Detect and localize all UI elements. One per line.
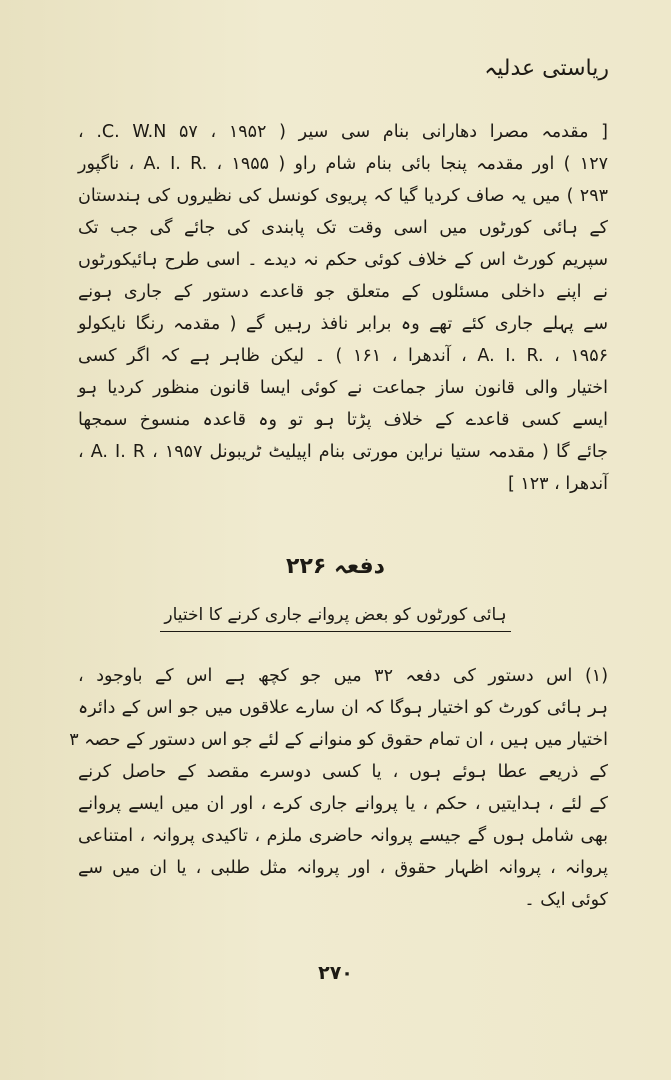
- clause-paragraph: [69, 660, 609, 916]
- text-line: کے ہائی کورٹوں میں اسی وقت تک پابندی کی جائے گی جب تک: [78, 218, 608, 238]
- text-line: جائے گا ( مقدمہ ستیا نراین مورتی بنام اپیلیٹ ٹریبونل A. I. R ، ۱۹۵۷ ،: [78, 442, 608, 462]
- text-line: ہر ہائی کورٹ کو اختیار ہوگا کہ ان سارے علاقوں میں جو اس کے دائرہ: [78, 698, 608, 718]
- case-citations-paragraph: [78, 116, 608, 500]
- text-line: کوئی ایک ۔: [524, 890, 608, 910]
- section-heading: [0, 554, 671, 579]
- text-line: کے ذریعے عطا ہوئے ہوں ، یا کسی دوسرے مقصد کے حاصل کرنے: [78, 762, 608, 782]
- text-line: ایسے کسی قاعدے کے خلاف پڑتا ہو تو وہ قاعدہ منسوخ سمجھا: [78, 410, 608, 430]
- text-line: [ مقدمہ مصرا دھارانی بنام سی سیر ( ۱۹۵۲ ، ۵۷ C. W.N. ،: [78, 122, 608, 142]
- text-line: A. I. R. ، ۱۹۵۶ ، آندھرا ، ۱۶۱ ) ۔ لیکن ظاہر ہے کہ اگر کسی: [78, 346, 609, 366]
- section-subtitle-text: ہائی کورٹوں کو بعض پروانے جاری کرنے کا اختیار: [160, 604, 510, 632]
- text-line: آندھرا ، ۱۲۳ ]: [507, 474, 608, 494]
- text-line: کے لئے ، ہدایتیں ، حکم ، یا پروانے جاری کرے ، اور ان میں ایسے پروانے: [78, 794, 608, 814]
- text-line: سے پہلے جاری کئے تھے وہ برابر نافذ رہیں گے ( مقدمہ رنگا نایکولو: [78, 314, 608, 334]
- text-line: بھی شامل ہوں گے جیسے پروانہ حاضری ملزم ، تاکیدی پروانہ ، امتناعی: [78, 826, 608, 846]
- text-line: اختیار میں ہیں ، ان تمام حقوق کو منوانے کے لئے جو اس دستور کے حصہ ۳: [69, 730, 608, 750]
- text-line: اختیار والی قانون ساز جماعت نے کوئی ایسا قانون منظور کردیا ہو: [78, 378, 608, 398]
- page-number: ۲۷۰: [318, 962, 353, 984]
- section-subtitle: [0, 604, 671, 632]
- text-line: سپریم کورٹ اس کے خلاف کوئی حکم نہ دیدے ۔ اسی طرح ہائیکورٹوں: [78, 250, 608, 270]
- running-head: ریاستی عدلیہ: [484, 56, 609, 81]
- text-line: (۱) اس دستور کی دفعہ ۳۲ میں جو کچھ ہے اس کے باوجود ،: [78, 666, 609, 686]
- text-line: ۲۹۳ ) میں یہ صاف کردیا گیا کہ پریوی کونسل کی نظیروں کی ہندستان: [78, 186, 608, 206]
- text-line: ۱۲۷ ) اور مقدمہ پنجا بائی بنام شام راو ( A. I. R. ، ۱۹۵۵ ، ناگپور: [78, 154, 608, 174]
- section-number: دفعہ ۲۲۶: [286, 554, 385, 579]
- text-line: نے اپنے داخلی مسئلوں کے متعلق جو قاعدے دستور کے جاری ہونے: [78, 282, 608, 302]
- text-line: پروانہ ، پروانہ اظہار حقوق ، اور پروانہ مثل طلبی ، یا ان میں سے: [78, 858, 608, 878]
